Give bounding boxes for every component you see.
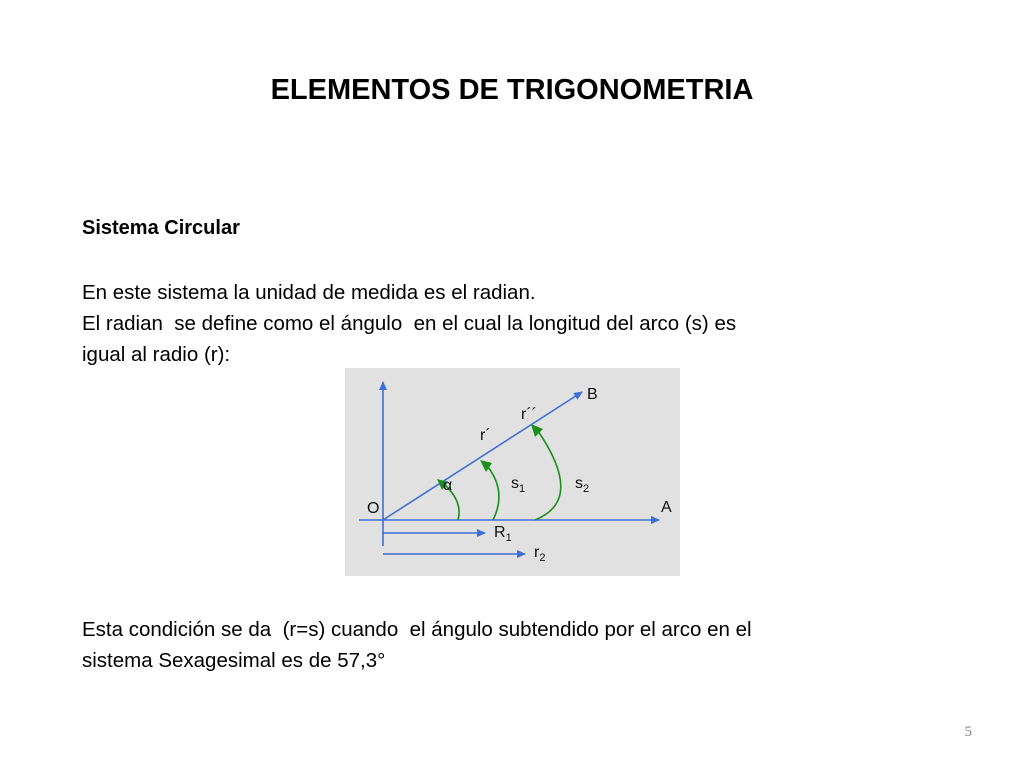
intro-line-1: En este sistema la unidad de medida es el radian. xyxy=(82,281,536,304)
label-r-prime: r´ xyxy=(480,427,491,444)
intro-paragraph xyxy=(82,277,736,370)
condition-paragraph xyxy=(82,614,752,676)
label-r2-main: r xyxy=(534,544,540,561)
label-s2-main: s xyxy=(575,475,583,492)
condition-line-2: sistema Sexagesimal es de 57,3° xyxy=(82,649,386,672)
label-s1-main: s xyxy=(511,475,519,492)
label-r1-main: R xyxy=(494,524,506,541)
label-r1-sub: 1 xyxy=(505,532,512,544)
label-s1-sub: 1 xyxy=(519,483,526,495)
intro-line-3: igual al radio (r): xyxy=(82,343,231,366)
radian-diagram xyxy=(345,368,680,576)
label-r2-sub: 2 xyxy=(539,552,546,564)
slide-title: ELEMENTOS DE TRIGONOMETRIA xyxy=(270,74,754,106)
label-s2 xyxy=(575,475,589,495)
label-b: B xyxy=(587,386,598,403)
label-s2-sub: 2 xyxy=(583,483,590,495)
condition-line-1: Esta condición se da (r=s) cuando el ángulo subtendido por el arco en el xyxy=(82,618,752,641)
label-alpha: α xyxy=(443,477,453,494)
label-r2 xyxy=(534,544,545,564)
arc-s2 xyxy=(535,431,561,520)
label-r1 xyxy=(494,524,512,544)
label-r-double-prime: r´´ xyxy=(521,406,537,423)
page-number: 5 xyxy=(964,724,972,740)
arc-s1 xyxy=(488,467,499,520)
section-subtitle: Sistema Circular xyxy=(82,217,240,239)
label-s1 xyxy=(511,475,525,495)
radian-diagram-svg xyxy=(345,368,680,576)
label-origin: O xyxy=(367,500,380,517)
intro-line-2: El radian se define como el ángulo en el cual la longitud del arco (s) es xyxy=(82,312,737,335)
label-a: A xyxy=(661,499,672,516)
